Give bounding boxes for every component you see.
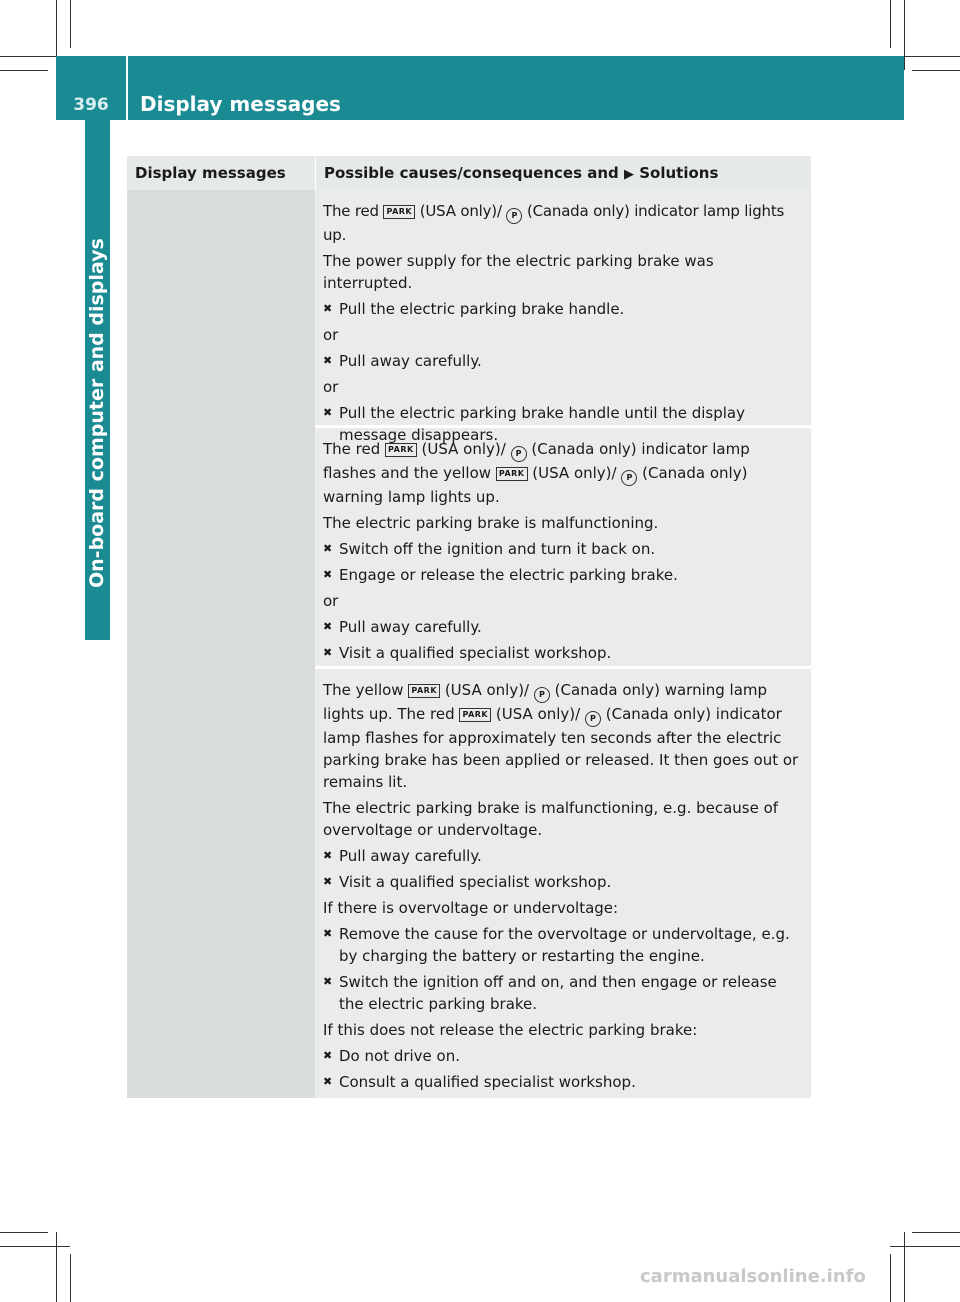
column-header-display-messages: Display messages (135, 164, 286, 182)
cause-text: The electric parking brake is malfunctioning, e.g. because of overvoltage or undervoltage. (323, 799, 779, 839)
intro-text: (USA only)/ (444, 681, 530, 699)
instruction-step (323, 298, 803, 320)
step-text: Pull away carefully. (339, 847, 482, 865)
intro-text: (USA only)/ (421, 440, 506, 458)
intro-text: (USA only)/ (495, 705, 581, 723)
row-intro (323, 679, 803, 793)
step-text: Pull the electric parking brake handle. (339, 300, 625, 318)
crop-mark (70, 0, 71, 48)
or-text: or (323, 326, 339, 344)
parking-brake-lamp-icon: P (585, 711, 601, 727)
table-header (127, 156, 811, 190)
cause-text: The power supply for the electric parking brake was interrupted. (323, 252, 714, 292)
park-lamp-icon: PARK (383, 205, 415, 219)
or-text: or (323, 378, 339, 396)
step-text: Engage or release the electric parking brake. (339, 566, 678, 584)
instruction-step (323, 923, 803, 967)
table-row (315, 190, 811, 444)
display-message-cell (127, 190, 315, 1098)
table-row (315, 666, 811, 1098)
crop-mark (912, 70, 960, 71)
crop-mark (904, 0, 905, 70)
step-arrow-icon: ✖ (323, 849, 333, 862)
crop-mark (890, 1246, 960, 1247)
column-header-suffix: Solutions (639, 164, 719, 182)
step-arrow-icon: ✖ (323, 568, 333, 581)
step-arrow-icon: ✖ (323, 542, 333, 555)
instruction-step (323, 350, 803, 372)
intro-text: The red (323, 202, 379, 220)
intro-text: (Canada only) indicator lamp flashes and the yellow (323, 440, 750, 482)
crop-mark (904, 1232, 905, 1302)
crop-mark (890, 1254, 891, 1302)
step-arrow-icon: ✖ (323, 975, 333, 988)
intro-text: (Canada only) warning lamp lights up. The red (323, 681, 768, 723)
condition-text: If this does not release the electric parking brake: (323, 1021, 698, 1039)
intro-text: (USA only)/ (532, 464, 617, 482)
instruction-step (323, 1045, 803, 1067)
park-lamp-icon: PARK (408, 684, 440, 698)
step-arrow-icon: ✖ (323, 1075, 333, 1088)
step-arrow-icon: ✖ (323, 302, 333, 315)
step-text: Switch off the ignition and turn it back on. (339, 540, 656, 558)
page-title: Display messages (140, 92, 341, 116)
row-intro (323, 200, 803, 246)
step-arrow-icon: ✖ (323, 927, 333, 940)
column-header-prefix: Possible causes/consequences and (324, 164, 619, 182)
instruction-step (323, 971, 803, 1015)
park-lamp-icon: PARK (459, 708, 491, 722)
instruction-step (323, 1071, 803, 1093)
crop-mark (0, 1246, 70, 1247)
intro-text: (Canada only) indicator lamp lights up. (323, 202, 785, 244)
column-header-causes-solutions (315, 156, 811, 190)
page-number: 396 (73, 95, 109, 115)
step-text: Remove the cause for the overvoltage or undervoltage, e.g. by charging the battery or restarting the engine. (339, 925, 790, 965)
watermark: carmanualsonline.info (640, 1266, 866, 1287)
crop-mark (0, 70, 48, 71)
step-text: Visit a qualified specialist workshop. (339, 644, 612, 662)
crop-mark (70, 1254, 71, 1302)
step-arrow-icon: ✖ (323, 354, 333, 367)
step-arrow-icon: ✖ (323, 875, 333, 888)
crop-mark (912, 1232, 960, 1233)
crop-mark (56, 1232, 57, 1302)
step-text: Pull away carefully. (339, 352, 482, 370)
row-intro (323, 438, 803, 508)
park-lamp-icon: PARK (496, 467, 528, 481)
display-messages-table (127, 156, 811, 1098)
step-arrow-icon: ✖ (323, 646, 333, 659)
crop-mark (0, 1232, 48, 1233)
step-text: Consult a qualified specialist workshop. (339, 1073, 636, 1091)
step-text: Do not drive on. (339, 1047, 461, 1065)
parking-brake-lamp-icon: P (621, 470, 637, 486)
intro-text: (Canada only) indicator lamp flashes for approximately ten seconds after the electric parking brake has been applied or released. It then goes out or remains lit. (323, 705, 799, 791)
step-text: Visit a qualified specialist workshop. (339, 873, 612, 891)
step-arrow-icon: ✖ (323, 406, 333, 419)
table-row (315, 425, 811, 666)
step-text: Switch the ignition off and on, and then engage or release the electric parking brake. (339, 973, 777, 1013)
step-text: Pull the electric parking brake handle until the display message disappears. (339, 404, 745, 444)
or-text: or (323, 592, 339, 610)
cause-text: The electric parking brake is malfunctioning. (323, 514, 659, 532)
step-arrow-icon: ✖ (323, 1049, 333, 1062)
parking-brake-lamp-icon: P (506, 208, 522, 224)
intro-text: The red (323, 440, 381, 458)
condition-text: If there is overvoltage or undervoltage: (323, 899, 619, 917)
intro-text: (USA only)/ (419, 202, 502, 220)
instruction-step (323, 564, 803, 586)
table-body (127, 190, 811, 1098)
play-arrow-icon: ▶ (624, 167, 635, 182)
step-arrow-icon: ✖ (323, 620, 333, 633)
side-tab-label: On-board computer and displays (86, 238, 108, 588)
instruction-step (323, 538, 803, 560)
intro-text: (Canada only) warning lamp lights up. (323, 464, 748, 506)
parking-brake-lamp-icon: P (511, 446, 527, 462)
instruction-step (323, 871, 803, 893)
instruction-step (323, 845, 803, 867)
header-divider (126, 56, 128, 120)
parking-brake-lamp-icon: P (534, 687, 550, 703)
causes-column (315, 190, 811, 1098)
instruction-step (323, 642, 803, 664)
intro-text: The yellow (323, 681, 404, 699)
park-lamp-icon: PARK (385, 443, 417, 457)
crop-mark (890, 0, 891, 48)
step-text: Pull away carefully. (339, 618, 482, 636)
instruction-step (323, 616, 803, 638)
